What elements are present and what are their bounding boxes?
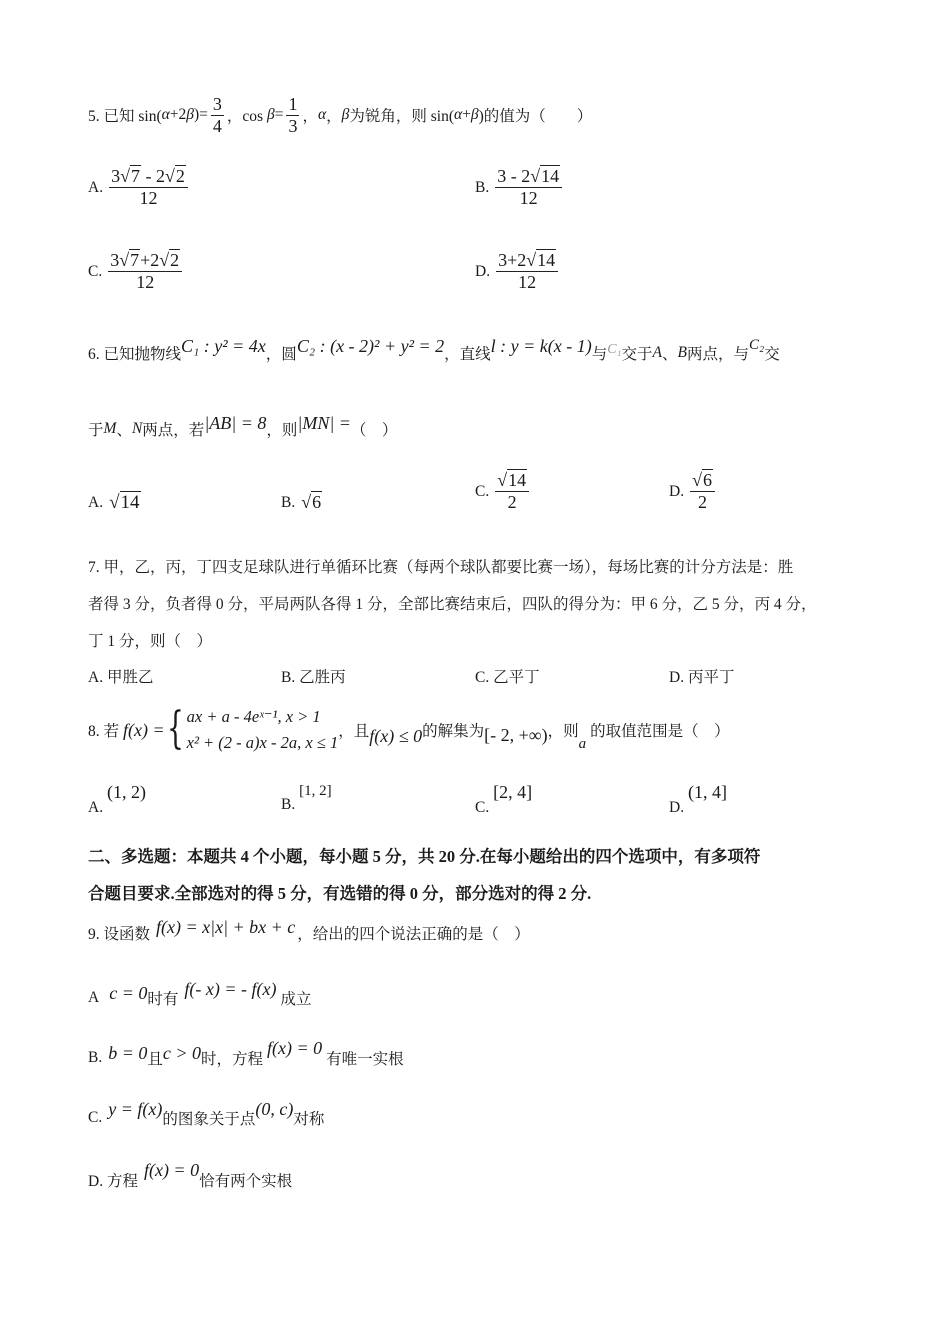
- q5-text-i: ，: [302, 108, 318, 125]
- q6-text: 于: [88, 422, 104, 439]
- q9-option-a[interactable]: [88, 976, 311, 1010]
- q9-option-b[interactable]: [88, 1036, 404, 1070]
- q6-c-frac: $\frac{√14}{2}$: [495, 470, 529, 513]
- q9-text: 时有: [147, 991, 179, 1008]
- q9-f-expr: f(x) = x|x| + bx + c: [156, 916, 296, 937]
- q5-alpha-2: α: [317, 106, 327, 123]
- q5-text-h: =: [274, 106, 284, 123]
- q9-text: 时，方程: [201, 1051, 264, 1068]
- q8-case-1: ax + a - 4eˣ⁻¹, x > 1: [186, 707, 321, 726]
- q8-text: 的取值范围是（ ）: [590, 723, 730, 740]
- q9-b-math-3: f(x) = 0: [267, 1037, 323, 1058]
- q5-text-q: )的值为（ ）: [478, 108, 593, 125]
- q5-text-c: +2: [169, 106, 187, 123]
- q7-line-1: 7. 甲，乙，丙，丁四支足球队进行单循环比赛（每两个球队都要比赛一场），每场比赛的计分方法是：胜: [88, 559, 794, 576]
- q5-frac-3-4: $\frac{3}{4}$: [212, 93, 222, 136]
- option-label: A.: [88, 799, 104, 816]
- q6-point-b: B: [677, 344, 687, 361]
- option-label: C.: [475, 482, 490, 500]
- q6-mn-expr: |MN| =: [297, 412, 351, 433]
- q9-option-d[interactable]: [88, 1156, 292, 1190]
- option-label: B.: [88, 1049, 103, 1066]
- q6-option-c[interactable]: [475, 470, 529, 513]
- q8-option-c[interactable]: [475, 782, 533, 816]
- q6-circle-expr: C₂ : (x - 2)² + y² = 2: [296, 335, 445, 356]
- q8-b-value: [1, 2]: [299, 783, 332, 799]
- q5-text-o: +: [462, 106, 471, 123]
- q6-text: ，则: [266, 422, 298, 439]
- q6-text: 两点，与: [686, 346, 749, 363]
- q9-text: 对称: [293, 1111, 325, 1128]
- option-label: A.: [88, 178, 104, 196]
- q9-text: 恰有两个实根: [199, 1173, 293, 1190]
- q5-a-frac: $\frac{3√7 - 2√2}{12}$: [109, 166, 188, 209]
- q5-text-a: 5. 已知 sin(: [88, 108, 162, 125]
- q9-b-math-2: c > 0: [162, 1042, 202, 1063]
- section-2-heading-line-2: 合题目要求.全部选对的得 5 分，有选错的得 0 分，部分选对的得 2 分.: [88, 884, 592, 903]
- q5-beta-4: β: [470, 106, 479, 123]
- q6-c2-small: C₂: [748, 336, 765, 353]
- q6-text: （ ）: [350, 422, 398, 439]
- q8-option-a[interactable]: [88, 782, 146, 816]
- q8-stem: [88, 700, 730, 760]
- q9-c-math-1: y = f(x): [108, 1098, 163, 1119]
- q6-text: 、: [661, 346, 678, 363]
- q5-beta-2: β: [266, 106, 275, 123]
- q8-text: 8. 若: [88, 723, 120, 740]
- option-label: D.: [669, 482, 685, 500]
- q8-a-value: (1, 2): [106, 782, 146, 802]
- q8-var-a: a: [578, 735, 587, 752]
- q8-d-value: (1, 4]: [687, 782, 727, 802]
- q6-point-n: N: [131, 420, 143, 437]
- q5-text-f: ，cos: [226, 108, 264, 125]
- q8-c-value: [2, 4]: [493, 782, 533, 802]
- option-label: D. 方程: [88, 1173, 138, 1190]
- q6-text: ，直线: [444, 346, 491, 363]
- q5-beta-3: β: [341, 106, 350, 123]
- q5-alpha: α: [161, 106, 170, 123]
- q6-line-1: [88, 336, 780, 370]
- option-label: D.: [669, 799, 685, 816]
- q9-text: 且: [147, 1051, 163, 1068]
- q6-line-2: [88, 412, 397, 446]
- q8-text: ，且: [338, 723, 370, 740]
- q8-text: 的解集为: [422, 723, 485, 740]
- q8-cases: [187, 704, 339, 756]
- option-label: B.: [281, 796, 296, 813]
- q9-option-c[interactable]: [88, 1096, 324, 1130]
- option-label: B.: [475, 178, 490, 196]
- q6-text: 两点，若: [142, 422, 205, 439]
- q5-option-d[interactable]: [475, 250, 558, 293]
- q9-text: ，给出的四个说法正确的是（ ）: [297, 926, 530, 943]
- q9-text: 成立: [280, 991, 312, 1008]
- q7-line-3: 丁 1 分，则（ ）: [88, 633, 213, 650]
- q5-frac-1-3: $\frac{1}{3}$: [288, 93, 298, 136]
- q5-beta: β: [186, 106, 195, 123]
- option-label: D.: [475, 262, 491, 280]
- q5-text-m: 为锐角，则 sin(: [349, 108, 454, 125]
- q5-c-frac: $\frac{3√7+2√2}{12}$: [108, 250, 182, 293]
- q8-option-d[interactable]: [669, 782, 727, 816]
- q6-option-b[interactable]: [281, 492, 322, 513]
- q5-option-a[interactable]: [88, 166, 188, 209]
- q9-d-math-1: f(x) = 0: [143, 1159, 200, 1180]
- option-label: C.: [475, 799, 490, 816]
- q8-ineq: f(x) ≤ 0: [369, 725, 423, 746]
- q5-d-frac: $\frac{3+2√14}{12}$: [496, 250, 558, 293]
- option-label: A.: [88, 494, 104, 511]
- option-label: C.: [88, 262, 103, 280]
- q9-b-math-1: b = 0: [108, 1042, 148, 1063]
- q6-d-frac: $\frac{√6}{2}$: [690, 470, 715, 513]
- q6-ab-expr: |AB| = 8: [204, 412, 267, 433]
- option-label: B.: [281, 493, 296, 511]
- q9-text: 有唯一实根: [326, 1051, 404, 1068]
- q6-text: 与: [591, 346, 608, 363]
- section-2-heading-line-1: 二、多选题：本题共 4 个小题，每小题 5 分，共 20 分.在每小题给出的四个选项中，有多项符: [88, 847, 761, 866]
- q7-option-d[interactable]: D. 丙平丁: [669, 669, 735, 686]
- q6-text: ，圆: [265, 346, 297, 363]
- q5-b-frac: $\frac{3 - 2√14}{12}$: [495, 166, 562, 209]
- q8-option-b[interactable]: [281, 782, 332, 813]
- q6-line-expr: l : y = k(x - 1): [490, 335, 592, 356]
- q7-option-b[interactable]: B. 乙胜丙: [281, 669, 346, 686]
- q6-text: 交于: [621, 346, 653, 363]
- q7-option-c[interactable]: C. 乙平丁: [475, 669, 540, 686]
- q8-case-2: x² + (2 - a)x - 2a, x ≤ 1: [186, 733, 339, 752]
- q5-alpha-3: α: [454, 106, 463, 123]
- q7-option-a[interactable]: A. 甲胜乙: [88, 669, 154, 686]
- q6-c1-small: C₁: [607, 342, 622, 357]
- q9-text: 的图象关于点: [162, 1111, 256, 1128]
- q6-text: 、: [116, 422, 132, 439]
- option-label: C.: [88, 1109, 103, 1126]
- q9-text: 9. 设函数: [88, 926, 151, 943]
- q9-c-math-2: (0, c): [255, 1098, 294, 1119]
- q9-stem: [88, 916, 530, 950]
- q6-text: 交: [764, 346, 780, 363]
- q6-parabola-expr: C₁ : y² = 4x: [181, 335, 266, 356]
- q9-a-math-1: c = 0: [109, 982, 148, 1003]
- q8-interval: [- 2, +∞): [484, 724, 548, 745]
- q7-line-2: 者得 3 分，负者得 0 分，平局两队各得 1 分，全部比赛结束后，四队的得分为：甲 6 分，乙 5 分，丙 4 分，: [88, 596, 817, 613]
- q6-option-d[interactable]: [669, 470, 715, 513]
- q6-point-m: M: [103, 420, 117, 437]
- q5-text-e: )=: [194, 106, 208, 123]
- q9-a-math-2: f(- x) = - f(x): [184, 978, 277, 999]
- q6-point-a: A: [652, 344, 662, 361]
- q6-option-a[interactable]: [88, 492, 141, 514]
- q6-b-value: √6: [301, 492, 322, 512]
- q8-brace: {: [166, 702, 184, 754]
- q6-text: 6. 已知抛物线: [88, 346, 182, 363]
- option-label: A: [88, 989, 100, 1006]
- q8-f-expr: f(x) =: [123, 719, 165, 740]
- q5-option-c[interactable]: [88, 250, 182, 293]
- q8-text: ，则: [547, 723, 579, 740]
- q6-a-value: √14: [109, 492, 140, 513]
- q5-text-k: ，: [326, 108, 342, 125]
- q5-option-b[interactable]: [475, 166, 562, 209]
- q5-stem: [88, 80, 592, 150]
